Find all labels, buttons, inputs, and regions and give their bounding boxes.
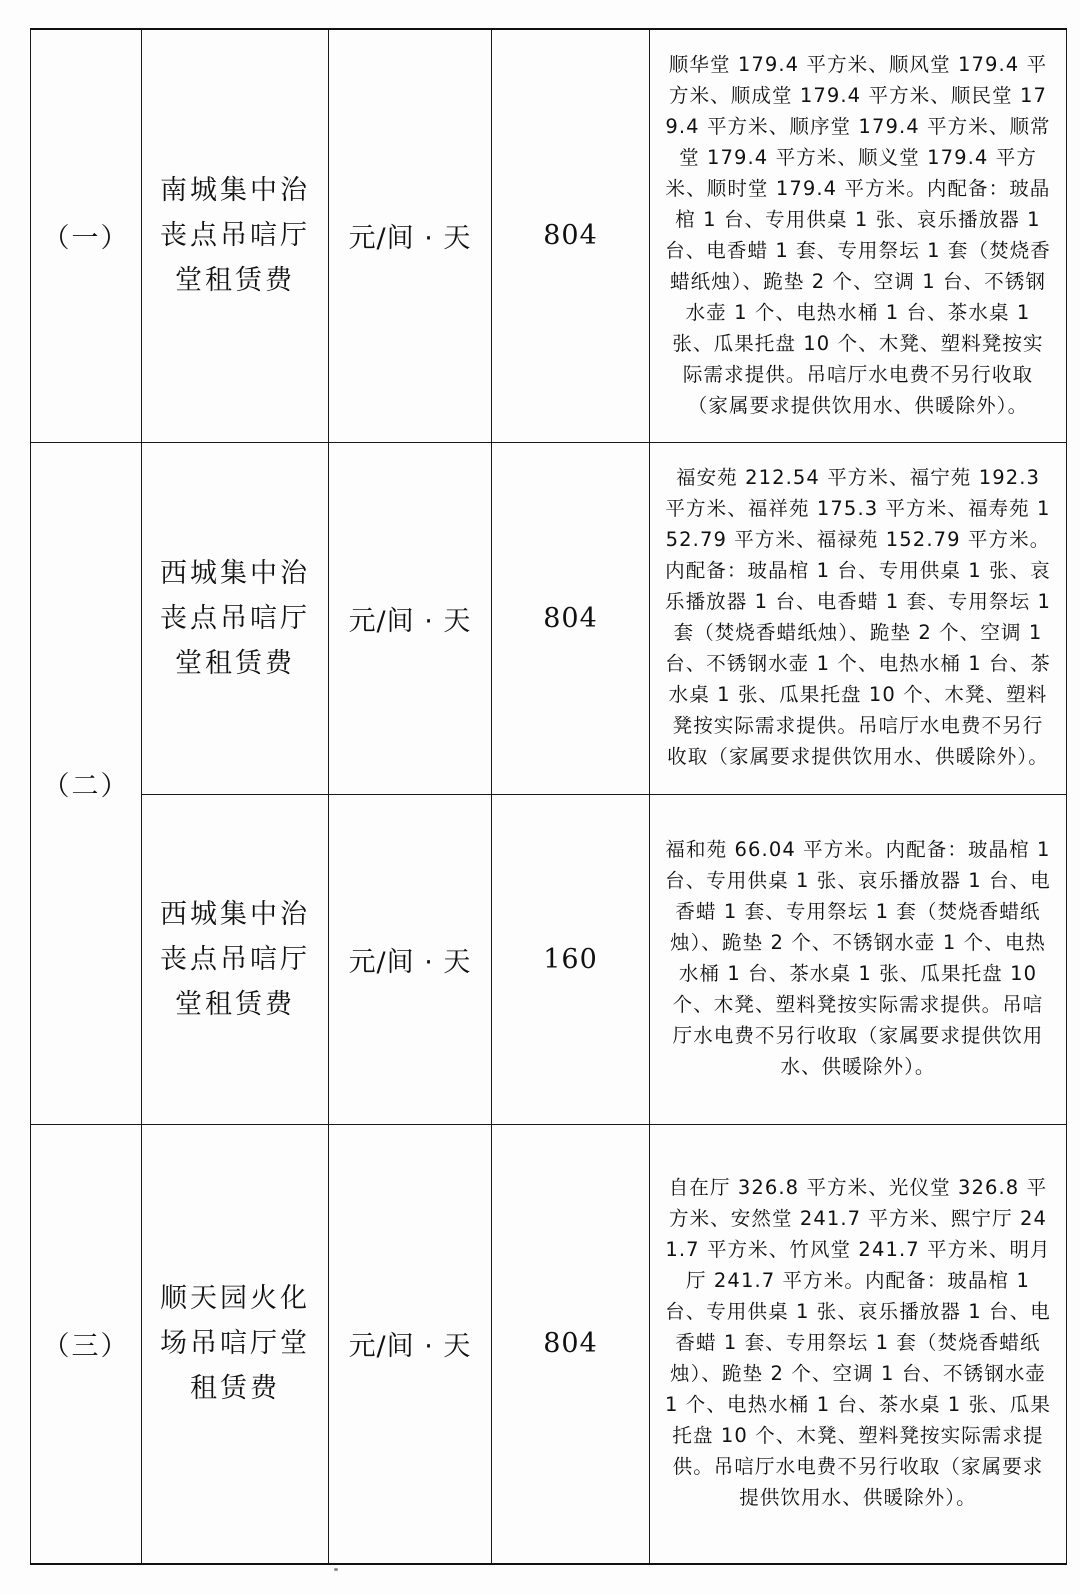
price: 160 xyxy=(492,794,650,1124)
description: 福和苑 66.04 平方米。内配备：玻晶棺 1 台、专用供桌 1 张、哀乐播放器 1 台、电香蜡 1 套、专用祭坛 1 套（焚烧香蜡纸烛）、跪垫 2 个、不锈钢水壶 1 个、电热水桶 1 台、茶水桌 1 张、瓜果托盘 10 个、木凳、塑料凳按实际需求提供。吊唁厅水电费不另行收取（家属要求提供饮用水、供暖除外）。 xyxy=(665,838,1051,1078)
fee-table xyxy=(30,28,1067,1565)
item-name-cell xyxy=(142,794,329,1124)
item-name: 南城集中治丧点吊唁厅堂租赁费 xyxy=(160,175,310,297)
scan-speck xyxy=(334,1568,338,1571)
table-row xyxy=(31,794,1067,1124)
description-cell xyxy=(650,794,1067,1124)
row-index: （三） xyxy=(31,1124,142,1564)
price: 804 xyxy=(492,29,650,442)
unit: 元/间 · 天 xyxy=(329,794,492,1124)
description-cell xyxy=(650,29,1067,442)
description-cell xyxy=(650,1124,1067,1564)
item-name-cell xyxy=(142,442,329,794)
description: 自在厅 326.8 平方米、光仪堂 326.8 平方米、安然堂 241.7 平方米、熙宁厅 241.7 平方米、竹风堂 241.7 平方米、明月厅 241.7 平方米。内配备：玻晶棺 1 台、专用供桌 1 张、哀乐播放器 1 台、电香蜡 1 套、专用祭坛 1 套（焚烧香蜡纸烛）、跪垫 2 个、空调 1 台、不锈钢水壶 1 个、电热水桶 1 台、茶水桌 1 张、瓜果托盘 10 个、木凳、塑料凳按实际需求提供。吊唁厅水电费不另行收取（家属要求提供饮用水、供暖除外）。 xyxy=(664,1176,1051,1510)
unit: 元/间 · 天 xyxy=(329,29,492,442)
item-name-cell xyxy=(142,1124,329,1564)
unit: 元/间 · 天 xyxy=(329,442,492,794)
item-name: 西城集中治丧点吊唁厅堂租赁费 xyxy=(160,557,310,679)
table-row xyxy=(31,1124,1067,1564)
table-row xyxy=(31,442,1067,794)
row-index: （一） xyxy=(31,29,142,442)
item-name: 顺天园火化场吊唁厅堂租赁费 xyxy=(160,1283,310,1405)
description: 顺华堂 179.4 平方米、顺风堂 179.4 平方米、顺成堂 179.4 平方米、顺民堂 179.4 平方米、顺序堂 179.4 平方米、顺常堂 179.4 平方米、顺义堂 179.4 平方米、顺时堂 179.4 平方米。内配备：玻晶棺 1 台、专用供桌 1 张、哀乐播放器 1 台、电香蜡 1 套、专用祭坛 1 套（焚烧香蜡纸烛）、跪垫 2 个、空调 1 台、不锈钢水壶 1 个、电热水桶 1 台、茶水桌 1 张、瓜果托盘 10 个、木凳、塑料凳按实际需求提供。吊唁厅水电费不另行收取（家属要求提供饮用水、供暖除外）。 xyxy=(665,52,1051,417)
item-name: 西城集中治丧点吊唁厅堂租赁费 xyxy=(160,898,310,1020)
item-name-cell xyxy=(142,29,329,442)
table-row xyxy=(31,29,1067,442)
price: 804 xyxy=(492,1124,650,1564)
description: 福安苑 212.54 平方米、福宁苑 192.3 平方米、福祥苑 175.3 平方米、福寿苑 152.79 平方米、福禄苑 152.79 平方米。内配备：玻晶棺 1 台、专用供桌 1 张、哀乐播放器 1 台、电香蜡 1 套、专用祭坛 1 套（焚烧香蜡纸烛）、跪垫 2 个、空调 1 台、不锈钢水壶 1 个、电热水桶 1 台、茶水桌 1 张、瓜果托盘 10 个、木凳、塑料凳按实际需求提供。吊唁厅水电费不另行收取（家属要求提供饮用水、供暖除外）。 xyxy=(664,466,1051,768)
price: 804 xyxy=(492,442,650,794)
unit: 元/间 · 天 xyxy=(329,1124,492,1564)
row-index: （二） xyxy=(31,442,142,1124)
description-cell xyxy=(650,442,1067,794)
